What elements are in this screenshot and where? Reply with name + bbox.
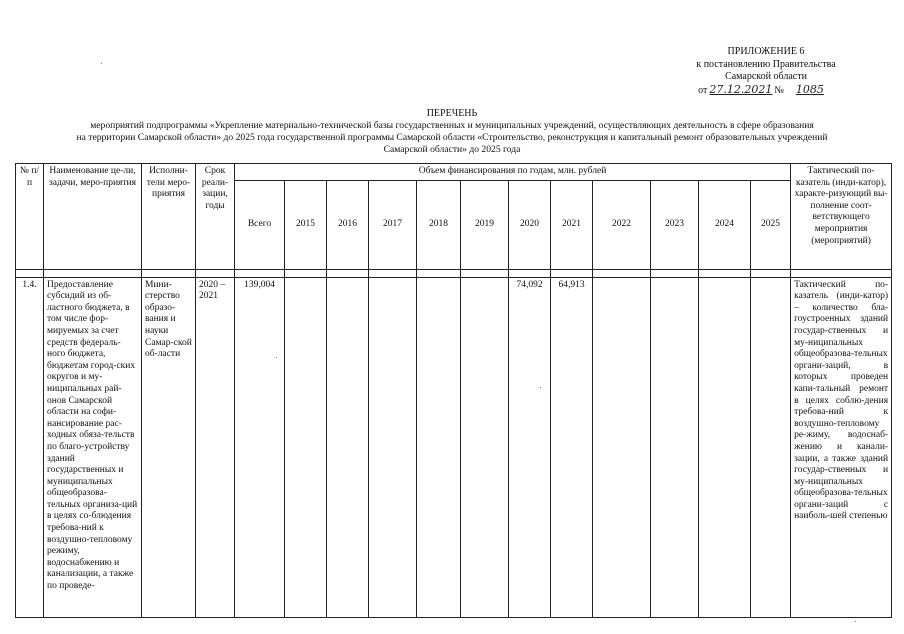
- col-year-header: 2019: [461, 180, 509, 269]
- document-subtitle: [0, 120, 904, 155]
- row-total: 139,004: [235, 277, 285, 617]
- col-year-header: 2018: [417, 180, 461, 269]
- separator-row: [16, 269, 892, 277]
- row-year-value: [699, 277, 751, 617]
- col-indicator-header: Тактический по-казатель (инди-катор), характе-ризующий вы-полнение соот-ветствующего мероприятия (мероприятий): [791, 164, 892, 270]
- col-year-header: 2022: [593, 180, 651, 269]
- table-row: [16, 277, 892, 617]
- document-title: ПЕРЕЧЕНЬ: [426, 108, 478, 119]
- row-year-value: [593, 277, 651, 617]
- appendix-ref: к постановлению Правительства: [696, 58, 836, 70]
- scan-speck: [855, 621, 856, 622]
- col-executor-header: Исполни-тели меро-приятия: [142, 164, 196, 270]
- row-term: 2020 – 2021: [196, 277, 235, 617]
- subtitle-line-3: Самарской области» до 2025 года: [383, 143, 521, 155]
- col-name-header: Наименование це-ли, задачи, меро-приятия: [44, 164, 142, 270]
- measures-table: [15, 163, 892, 618]
- scan-speck: [276, 357, 277, 358]
- row-executor: Мини-стерство образо-вания и науки Самар-ской об-ласти: [142, 277, 196, 617]
- row-num: 1.4.: [16, 277, 44, 617]
- subtitle-line-1: мероприятий подпрограммы «Укрепление материально-технической базы государственных и муниципальных учреждений, осуществляющих деятельность в сфере образования: [90, 120, 814, 131]
- col-year-header: 2021: [551, 180, 593, 269]
- row-indicator: Тактический по-казатель (инди-катор) – количество бла-гоустроенных зданий государ-ственных и му-ниципальных общеобразова-тельных органи-заций, в которых проведен капи-тальный ремонт в целях соблю-дения требова-ний к воздушно-тепловому ре-жиму, водоснаб-жению и канали-зации, а также зданий государ-ственных и му-ниципальных общеобразова-тельных органи-заций с наиболь-шей степенью: [791, 277, 892, 617]
- appendix-block: [676, 46, 856, 97]
- scan-speck: [101, 63, 102, 64]
- col-funding-header: Объем финансирования по годам, млн. рублей: [235, 164, 791, 181]
- col-year-header: 2016: [327, 180, 369, 269]
- row-year-value: 64,913: [551, 277, 593, 617]
- appendix-number: 1085: [795, 82, 824, 96]
- col-total-header: Всего: [235, 180, 285, 269]
- row-year-value: [651, 277, 699, 617]
- col-year-header: 2017: [369, 180, 417, 269]
- row-year-value: [327, 277, 369, 617]
- row-year-value: [461, 277, 509, 617]
- row-name: Предоставление субсидий из об-ластного бюджета, в том числе фор-мируемых за счет средств федераль-ного бюджета, бюджетам город-ских округов и му-ниципальных рай-онов Самарской области на софи-нансирование рас-ходных обяза-тельств по благо-устройству зданий государственных и муниципальных общеобразова-тельных организа-ций в целях со-блюдения требова-ний к воздушно-тепловому режиму, водоснабжению и канализации, а также по проведе-: [44, 277, 142, 617]
- appendix-date: 27.12.2021: [709, 82, 773, 96]
- appendix-region: Самарской области: [725, 71, 807, 82]
- appendix-number-sign: №: [774, 84, 784, 96]
- col-year-header: 2020: [509, 180, 551, 269]
- row-year-value: [417, 277, 461, 617]
- appendix-date-row: [676, 84, 856, 98]
- appendix-title: ПРИЛОЖЕНИЕ 6: [727, 46, 805, 57]
- col-year-header: 2015: [285, 180, 327, 269]
- appendix-from-label: от: [698, 84, 708, 96]
- col-year-header: 2024: [699, 180, 751, 269]
- subtitle-line-2: на территории Самарской области» до 2025 года государственной программы Самарской области «Строительство, реконструкция и капитальный ремонт образовательных учреждений: [76, 131, 828, 143]
- row-year-value: [369, 277, 417, 617]
- col-year-header: 2025: [751, 180, 791, 269]
- header-row-top: [16, 164, 892, 181]
- col-term-header: Срок реали-зации, годы: [196, 164, 235, 270]
- scan-speck: [540, 387, 541, 388]
- col-num-header: № п/п: [16, 164, 44, 270]
- row-year-value: 74,092: [509, 277, 551, 617]
- row-year-value: [751, 277, 791, 617]
- row-year-value: [285, 277, 327, 617]
- col-year-header: 2023: [651, 180, 699, 269]
